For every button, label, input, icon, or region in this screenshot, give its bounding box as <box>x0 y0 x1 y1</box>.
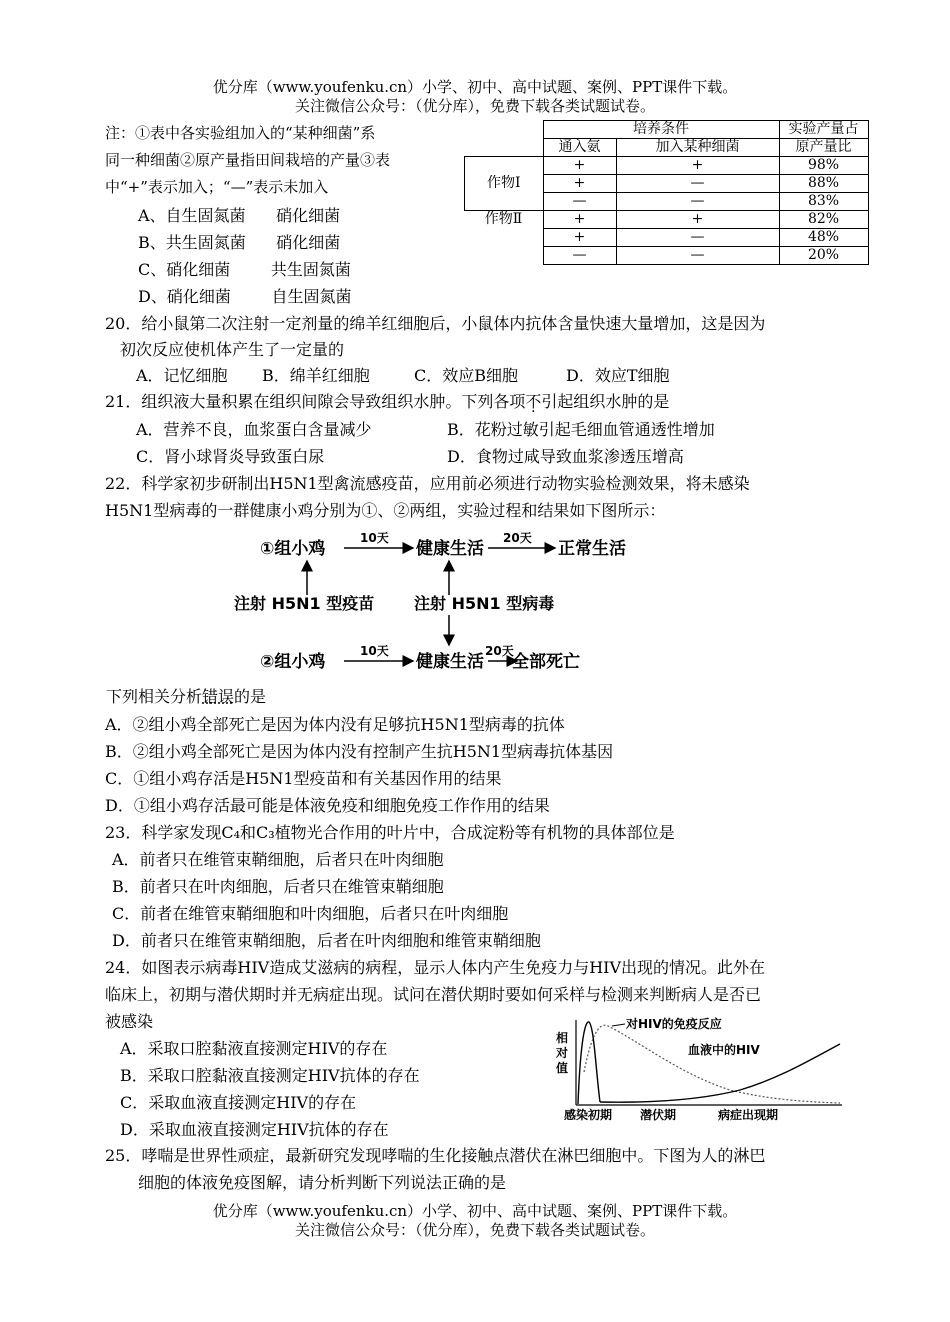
q20-line-1: 20．给小鼠第二次注射一定剂量的绵羊红细胞后，小鼠体内抗体含量快速大量增加，这是因为 <box>105 314 766 333</box>
q21-option-d: D．食物过咸导致血浆渗透压增高 <box>447 447 684 466</box>
table-header-culture: 培养条件 <box>543 121 779 139</box>
q24-option-d: D．采取血液直接测定HIV抗体的存在 <box>120 1120 389 1139</box>
diagram-group-1: ①组小鸡 <box>260 539 326 559</box>
table-cell: — <box>616 175 779 193</box>
graph-x-latent: 潜伏期 <box>640 1108 677 1122</box>
q24-line-1: 24．如图表示病毒HIV造成艾滋病的病程，显示人体内产生免疫力与HIV出现的情况。此外在 <box>105 958 766 977</box>
q25-line-2: 细胞的体液免疫图解，请分析判断下列说法正确的是 <box>138 1173 507 1192</box>
q22-line-1: 22．科学家初步研制出H5N1型禽流感疫苗，应用前必须进行动物实验检测效果，将未感染 <box>105 474 750 493</box>
table-row <box>465 211 869 229</box>
q21-option-a: A．营养不良，血浆蛋白含量减少 <box>136 420 372 439</box>
table-crop-2: 作物Ⅱ <box>465 211 544 265</box>
experiment-table <box>464 120 869 265</box>
q24-option-a: A．采取口腔黏液直接测定HIV的存在 <box>120 1039 388 1058</box>
table-header-ammonia: 通入氨 <box>543 139 616 157</box>
q24-option-c: C．采取血液直接测定HIV的存在 <box>120 1093 357 1112</box>
footer-line-1: 优分库（www.youfenku.cn）小学、初中、高中试题、案例、PPT课件下载。 <box>212 1202 738 1220</box>
q24-line-2: 临床上，初期与潜伏期时并无病症出现。试问在潜伏期时要如何采样与检测来判断病人是否已 <box>105 985 762 1004</box>
table-cell: + <box>616 157 779 175</box>
graph-x-symptom: 病症出现期 <box>718 1108 779 1122</box>
diagram-inject-vaccine: 注射 H5N1 型疫苗 <box>234 594 375 613</box>
q22-option-a: A．②组小鸡全部死亡是因为体内没有足够抗H5N1型病毒的抗体 <box>105 715 565 734</box>
graph-ylabel-2: 对 <box>556 1046 569 1060</box>
table-cell: + <box>543 157 616 175</box>
table-cell: + <box>616 211 779 229</box>
table-cell: — <box>616 193 779 211</box>
table-cell: — <box>543 193 616 211</box>
q19-option-b: B、共生固氮菌 硝化细菌 <box>138 233 341 252</box>
table-cell: + <box>543 175 616 193</box>
q23-option-a: A．前者只在维管束鞘细胞，后者只在叶肉细胞 <box>112 850 444 869</box>
table-crop-1: 作物Ⅰ <box>465 157 544 211</box>
q20-line-2: 初次反应使机体产生了一定量的 <box>120 340 345 359</box>
table-cell: 98% <box>779 157 868 175</box>
table-cell: 48% <box>779 229 868 247</box>
q20-option-a: A．记忆细胞 <box>136 366 228 385</box>
q20-option-d: D．效应T细胞 <box>566 366 670 385</box>
q22-option-d: D．①组小鸡存活最可能是体液免疫和细胞免疫工作作用的结果 <box>105 796 550 815</box>
diagram-all-dead: 全部死亡 <box>512 652 580 672</box>
graph-ylabel-1: 相 <box>556 1031 569 1045</box>
q23-option-d: D．前者只在维管束鞘细胞，后者在叶肉细胞和维管束鞘细胞 <box>112 931 541 950</box>
graph-hiv-early-peak <box>578 1022 600 1104</box>
q21-stem: 21．组织液大量积累在组织间隙会导致组织水肿。下列各项不引起组织水肿的是 <box>105 392 670 411</box>
q23-line-1: 23．科学家发现C₄和C₃植物光合作用的叶片中，合成淀粉等有机物的具体部位是 <box>105 823 675 842</box>
q24-option-b: B．采取口腔黏液直接测定HIV抗体的存在 <box>120 1066 420 1085</box>
table-header-yield-1: 实验产量占 <box>779 121 868 139</box>
q19-option-a: A、自生固氮菌 硝化细菌 <box>138 206 341 225</box>
diagram-healthy-1: 健康生活 <box>416 539 484 559</box>
table-cell: 82% <box>779 211 868 229</box>
q22-stem: 下列相关分析错误的是 <box>106 687 267 706</box>
graph-immune-label: 对HIV的免疫反应 <box>626 1017 722 1031</box>
q24-line-3: 被感染 <box>105 1012 154 1031</box>
q20-option-b: B．绵羊红细胞 <box>262 366 370 385</box>
table-cell: — <box>543 247 616 265</box>
table-row <box>465 157 869 175</box>
diagram-days-10-b: 10天 <box>360 644 389 658</box>
graph-x-early: 感染初期 <box>564 1108 613 1122</box>
q23-option-b: B．前者只在叶肉细胞，后者只在维管束鞘细胞 <box>112 877 444 896</box>
q21-option-c: C．肾小球肾炎导致蛋白尿 <box>136 447 325 466</box>
table-cell: 88% <box>779 175 868 193</box>
table-cell: 20% <box>779 247 868 265</box>
diagram-days-10-a: 10天 <box>360 531 389 545</box>
graph-hiv-label: 血液中的HIV <box>688 1043 760 1057</box>
q19-option-d: D、硝化细菌 自生固氮菌 <box>138 287 352 306</box>
graph-ylabel-3: 值 <box>556 1061 569 1075</box>
q19-note-1: 注：①表中各实验组加入的“某种细菌”系 <box>105 124 376 142</box>
q21-option-b: B．花粉过敏引起毛细血管通透性增加 <box>447 420 715 439</box>
q22-line-2: H5N1型病毒的一群健康小鸡分别为①、②两组，实验过程和结果如下图所示： <box>105 501 666 520</box>
q20-option-c: C．效应B细胞 <box>414 366 519 385</box>
table-header-bacteria: 加入某种细菌 <box>616 139 779 157</box>
footer-line-2: 关注微信公众号：（优分库），免费下载各类试题试卷。 <box>294 1221 655 1239</box>
q19-note-3: 中“+”表示加入；“—”表示未加入 <box>105 178 329 196</box>
q22-option-b: B．②组小鸡全部死亡是因为体内没有控制产生抗H5N1型病毒抗体基因 <box>105 742 614 761</box>
q25-line-1: 25．哮喘是世界性顽症，最新研究发现哮喘的生化接触点潜伏在淋巴细胞中。下图为人的淋巴 <box>105 1146 766 1165</box>
hiv-course-graph <box>550 1012 850 1124</box>
q23-option-c: C．前者在维管束鞘细胞和叶肉细胞，后者只在叶肉细胞 <box>112 904 509 923</box>
table-cell: + <box>543 211 616 229</box>
q19-option-c: C、硝化细菌 共生固氮菌 <box>138 260 351 279</box>
diagram-inject-virus: 注射 H5N1 型病毒 <box>414 594 555 613</box>
header-line-2: 关注微信公众号：（优分库），免费下载各类试题试卷。 <box>294 97 655 115</box>
diagram-days-20-a: 20天 <box>503 531 532 545</box>
table-header-yield-2: 原产量比 <box>779 139 868 157</box>
q19-note-2: 同一种细菌②原产量指田间栽培的产量③表 <box>105 151 391 169</box>
table-cell: + <box>543 229 616 247</box>
diagram-group-2: ②组小鸡 <box>260 652 326 672</box>
table-cell: — <box>616 229 779 247</box>
header-line-1: 优分库（www.youfenku.cn）小学、初中、高中试题、案例、PPT课件下载。 <box>212 78 738 96</box>
diagram-normal-life: 正常生活 <box>558 539 626 559</box>
vaccine-experiment-diagram <box>230 527 640 677</box>
table-cell: 83% <box>779 193 868 211</box>
table-cell: — <box>616 247 779 265</box>
diagram-healthy-2: 健康生活 <box>416 652 484 672</box>
diagram-days-20-b: 20天 <box>485 644 514 658</box>
q22-option-c: C．①组小鸡存活是H5N1型疫苗和有关基因作用的结果 <box>105 769 502 788</box>
